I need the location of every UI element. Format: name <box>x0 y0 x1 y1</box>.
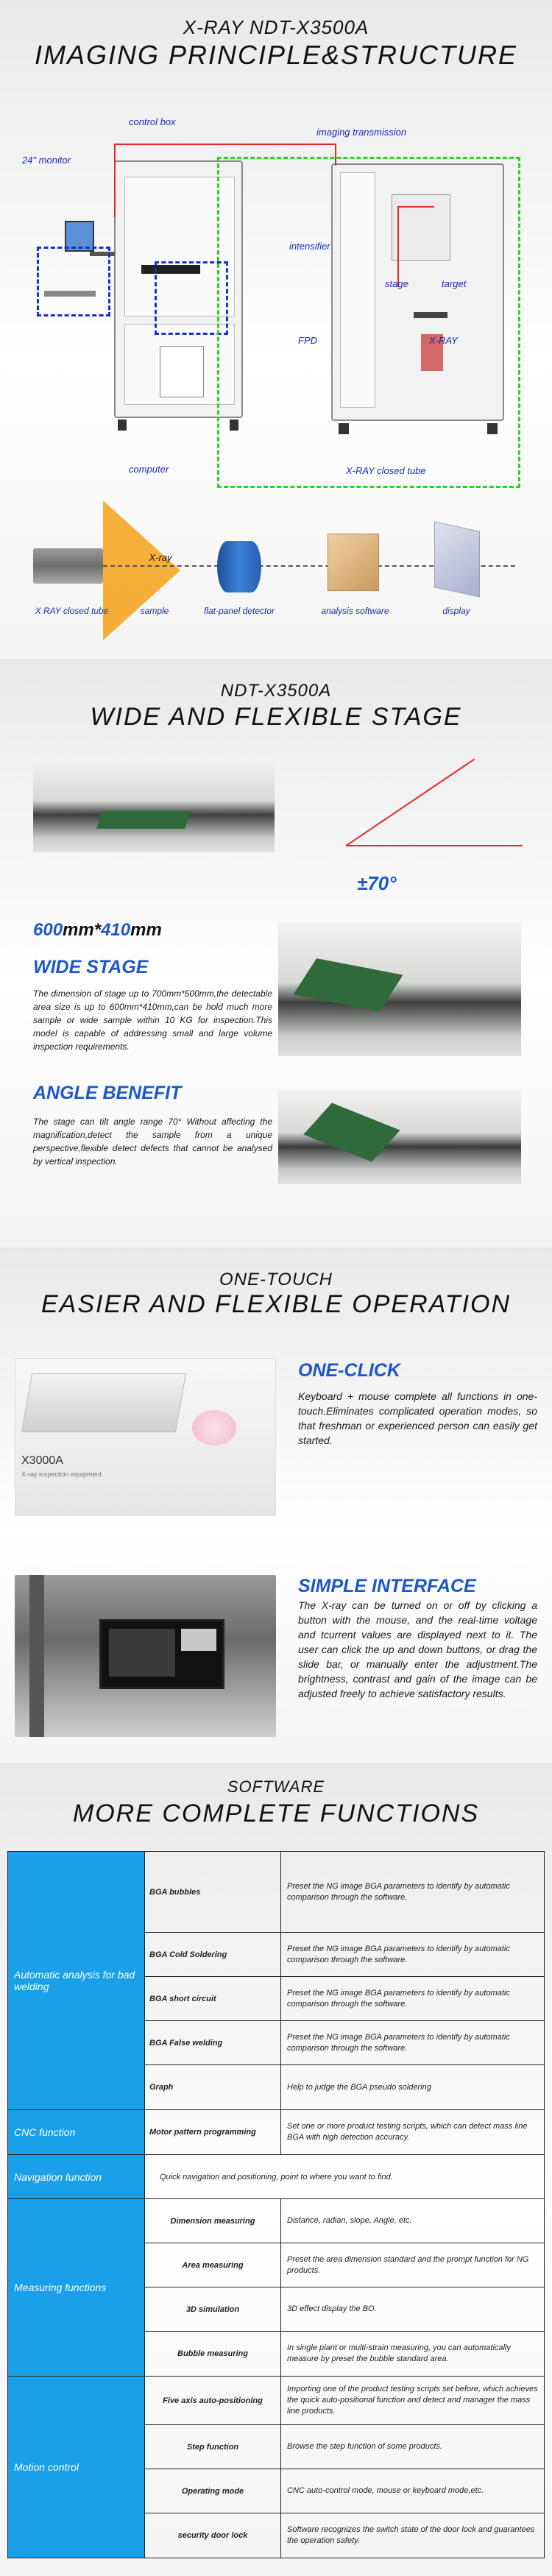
stage-photo-tilt <box>278 1090 521 1184</box>
flow-step-display: display <box>442 606 470 616</box>
table-category-group <box>7 2155 545 2199</box>
label-imaging-transmission: imaging transmission <box>316 127 407 138</box>
stage-subtitle: NDT-X3500A <box>220 681 332 701</box>
angle-benefit-text: The stage can tilt angle range 70° Without affecting the magnification,detect the sample from a unique perspective,flexible detect defects that cannot be analysed by vertical inspection. <box>33 1117 272 1167</box>
table-category-group <box>7 2110 545 2155</box>
feature-cell: Step function <box>145 2425 281 2469</box>
description-cell: Quick navigation and positioning, point to where you want to find. <box>145 2155 545 2198</box>
angle-diagram <box>346 758 523 861</box>
operation-section <box>0 1248 552 1763</box>
feature-cell: BGA Cold Soldering <box>145 1933 281 1976</box>
xray-beam-triangle <box>103 500 180 640</box>
model-subtitle: X-RAY NDT-X3500A <box>183 16 369 38</box>
category-cell: CNC function <box>7 2110 145 2154</box>
feature-cell: BGA False welding <box>145 2021 281 2064</box>
display-panel <box>434 521 480 597</box>
wide-stage-text: The dimension of stage up to 700mm*500mm,the detectable area size is up to 600mm*410mm,can be hold much more sample or wide sample within 10 KG for inspection.This model is capable of addressing small and large volume inspection requirements. <box>33 988 272 1052</box>
functions-table <box>7 1851 545 2558</box>
description-cell: Preset the NG image BGA parameters to identify by automatic comparison through the software. <box>281 1933 545 1976</box>
principle-title: IMAGING PRINCIPLE&STRUCTURE <box>34 40 518 70</box>
table-category-group <box>7 2199 545 2377</box>
feature-cell: BGA bubbles <box>145 1852 281 1932</box>
keyboard-model-label: X3000A <box>21 1454 63 1467</box>
angle-label: ±70° <box>357 872 397 894</box>
description-cell: Preset the NG image BGA parameters to identify by automatic comparison through the software. <box>281 2021 545 2064</box>
feature-cell: Motor pattern programming <box>145 2110 281 2154</box>
label-xray: X-RAY <box>429 335 458 346</box>
simple-interface-heading: SIMPLE INTERFACE <box>298 1576 476 1596</box>
description-cell: In single plant or multi-strain measuring, you can automatically measure by preset the bubble standard area. <box>281 2332 545 2376</box>
description-cell: 3D effect display the BO. <box>281 2287 545 2331</box>
imaging-principle-section <box>0 0 552 659</box>
description-cell: Help to judge the BGA pseudo soldering <box>281 2065 545 2109</box>
description-cell: Preset the NG image BGA parameters to identify by automatic comparison through the software. <box>281 1977 545 2020</box>
flow-step-sample: sample <box>140 606 169 616</box>
feature-cell: 3D simulation <box>145 2287 281 2331</box>
software-title: MORE COMPLETE FUNCTIONS <box>72 1800 480 1827</box>
description-cell: Distance, radian, slope, Angle, etc. <box>281 2199 545 2243</box>
keyboard-photo <box>15 1358 276 1516</box>
category-cell: Measuring functions <box>7 2199 145 2376</box>
simple-interface-text: The X-ray can be turned on or off by clicking a button with the mouse, and the real-time voltage and tcurrent values are displayed next to it. The user can click the up and down buttons, or drag the slide bar, or manually enter the adjustment.The brightness, contrast and gain of the image can be adjusted freely to achieve satisfactory results. <box>298 1599 537 1699</box>
feature-cell: Operating mode <box>145 2469 281 2513</box>
category-cell: Automatic analysis for bad welding <box>7 1852 145 2109</box>
label-closed-tube: X-RAY closed tube <box>346 465 426 476</box>
label-monitor: 24" monitor <box>22 155 71 166</box>
description-cell: Browse the step function of some products. <box>281 2425 545 2469</box>
description-cell: CNC auto-control mode, mouse or keyboard mode,etc. <box>281 2469 545 2513</box>
stage-photo-wide <box>278 922 521 1056</box>
detector-cylinder <box>217 541 261 592</box>
one-click-text: Keyboard + mouse complete all functions in one-touch.Eliminates complicated operation modes, so that freshman or experienced person can easily get started. <box>298 1390 537 1446</box>
feature-cell: Area measuring <box>145 2243 281 2287</box>
description-cell: Preset the NG image BGA parameters to identify by automatic comparison through the software. <box>281 1852 545 1932</box>
flow-step-detector: flat-panel detector <box>203 606 275 616</box>
label-intensifier: intensifier <box>289 241 330 252</box>
label-target: target <box>442 278 467 289</box>
label-computer: computer <box>129 464 169 475</box>
description-cell: Set one or more product testing scripts, which can detect mass line BGA with high detection accuracy. <box>281 2110 545 2154</box>
label-control-box: control box <box>129 116 176 127</box>
feature-cell: security door lock <box>145 2513 281 2558</box>
description-cell: Software recognizes the switch state of the door lock and guarantees the operation safety. <box>281 2513 545 2558</box>
stage-dimensions: 600mm*410mm <box>33 920 162 940</box>
table-category-group <box>7 2377 545 2558</box>
flow-step-software: analysis software <box>321 606 389 616</box>
operation-title: EASIER AND FLEXIBLE OPERATION <box>40 1290 512 1318</box>
operation-subtitle: ONE-TOUCH <box>219 1270 333 1289</box>
wide-stage-heading: WIDE STAGE <box>33 957 149 977</box>
description-cell: Importing one of the product testing scripts set before, which achieves the quick auto-positional function and detect and manager the mass line products. <box>281 2377 545 2424</box>
feature-cell: Graph <box>145 2065 281 2109</box>
label-stage: stage <box>385 278 408 289</box>
software-box <box>328 534 379 591</box>
stage-photo-top <box>33 758 275 852</box>
software-subtitle: SOFTWARE <box>227 1777 325 1796</box>
label-fpd: FPD <box>298 335 317 346</box>
one-click-heading: ONE-CLICK <box>298 1360 400 1381</box>
feature-cell: Bubble measuring <box>145 2332 281 2376</box>
stage-title: WIDE AND FLEXIBLE STAGE <box>90 703 462 731</box>
category-cell: Navigation function <box>7 2155 145 2198</box>
keyboard-model-sub: X-ray inspection equipment <box>21 1471 102 1478</box>
stage-section <box>0 659 552 1248</box>
angle-benefit-heading: ANGLE BENEFIT <box>33 1083 182 1103</box>
category-cell: Motion control <box>7 2377 145 2558</box>
table-category-group <box>7 1852 545 2110</box>
imaging-dash-box <box>217 157 520 488</box>
flow-step-tube: X RAY closed tube <box>35 606 109 616</box>
interface-photo <box>15 1575 276 1737</box>
description-cell: Preset the area dimension standard and the prompt function for NG products. <box>281 2243 545 2287</box>
xray-beam-label: X-ray <box>149 552 172 563</box>
software-section <box>0 1763 552 2576</box>
feature-cell: Dimension measuring <box>145 2199 281 2243</box>
feature-cell: BGA short circuit <box>145 1977 281 2020</box>
xray-tube-shape <box>33 548 103 584</box>
computer-dash-box <box>37 247 110 316</box>
feature-cell: Five axis auto-positioning <box>145 2377 281 2424</box>
